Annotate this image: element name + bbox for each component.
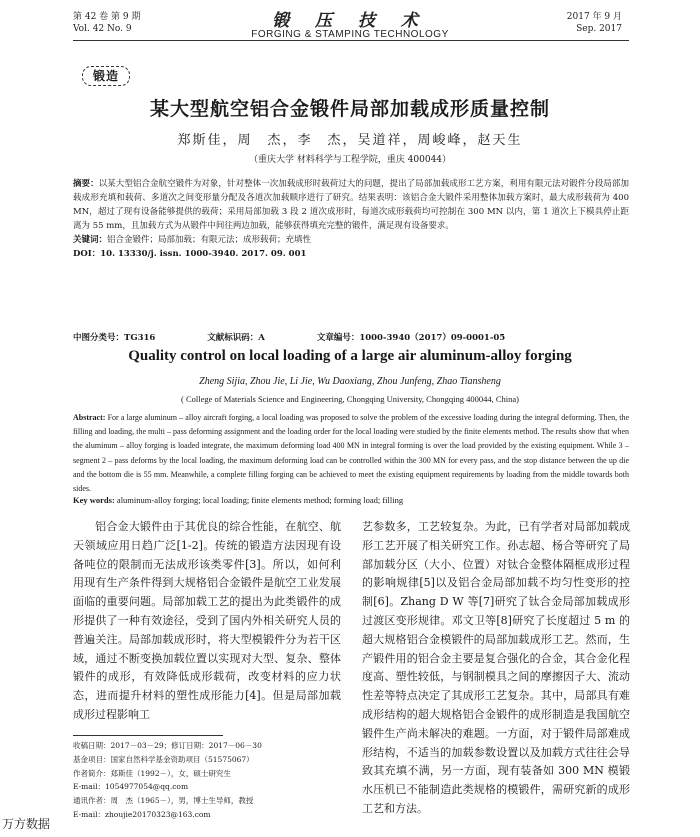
abstract-en-text: For a large aluminum – alloy aircraft forging, a local loading was proposed to solve the problem of the excessive loading during the integral deforming. Then, the filling and loading, the multi – pass deforming assignment and the loading order for the local loading were studied by the finite elements method. The results show that when the aluminum – alloy forging is loaded integrate, the maximum deforming load 400 MN in integral forming is over the load provided by the existing equipment. While 3 – segment 2 – pass deforms by the local loading, the maximum deforming load can be controlled within the 300 MN for every pass, and the stop distance between the up die and the bottom die is 55 mm. Meanwhile, a complete filling forging can be achieved to meet the existing equipment requirements by loading from the middle towards both sides. <box>73 413 629 494</box>
clc-number: 中图分类号：TG316 <box>73 333 156 343</box>
date-en: Sep. 2017 <box>576 24 622 34</box>
authors: 郑斯佳，周 杰，李 杰，吴道祥，周峻峰，赵天生 <box>177 133 523 148</box>
classification-row <box>73 331 505 343</box>
body-column-right: 艺参数多，工艺较复杂。为此，已有学者对局部加载成形工艺开展了相关研究工作。孙志超、杨合等研究了局部加载分区（大小、位置）对钛合金整体隔框成形过程的影响规律[5]以及铝合金局部加载不均匀性变形的控制[6]。Zhang D W 等[7]研究了钛合金局部加载成形过渡区变形规律。邓文卫等[8]研究了长度超过 5 m 的超大规格铝合金模锻件的局部加载成形工艺。然而，生产锻件用的铝合金主要是复合强化的合金，其合金化程度高、塑性较低，与钢制模具之间的摩擦因子大、流动性差等特点决定了其成形工艺复杂。其中，局部具有难成形结构的超大规格铝合金锻件的成形制造是我国航空锻件生产尚未解决的难题。一方面，对于锻件局部难成形结构，不适当的加载参数设置以及加载方式往往会导致其充填不满，另一方面，现有装备如 300 MN 模锻水压机已不能制造此类规格的模锻件，需研究新的成形工艺和方法。 <box>362 520 630 815</box>
keywords-en-text: aluminum-alloy forging; local loading; finite elements method; forming load; filling <box>116 495 404 505</box>
abstract-cn-text: 以某大型铝合金航空锻件为对象，针对整体一次加载成形时载荷过大的问题，提出了局部加载成形工艺方案，利用有限元法对锻件分段局部加载成形充填和载荷、多道次之间变形量分配及各道次加载顺序进行了研究。结果表明：该铝合金大锻件采用整体加载方案时，最大成形载荷为 400 MN，超过了现有设备能够提供的载荷；采用局部加载 3 段 2 道次成形时，每道次成形载荷均可控制在 300 MN 以内，第 1 道次上下模具停止距离为 55 mm，且加载方式为从锻件中间往两边加载，能够获得填充完整的锻件，满足现有设备要求。 <box>73 179 629 231</box>
journal-title-cn: 锻 压 技 术 <box>272 11 428 31</box>
article-number: 文章编号：1000-3940（2017）09-0001-05 <box>316 333 506 343</box>
watermark: 万方数据 <box>2 817 51 831</box>
volume-cn: 第 42 卷 第 9 期 <box>73 12 141 22</box>
issue-date <box>567 11 622 35</box>
received-date: 收稿日期：2017－03－29；修订日期：2017－06－30 <box>73 741 262 750</box>
doi: DOI：10. 13330/j. issn. 1000-3940. 2017. 09. 001 <box>73 249 307 259</box>
document-code: 文献标识码：A <box>207 333 265 343</box>
english-abstract <box>73 411 629 496</box>
english-keywords <box>73 495 629 505</box>
english-title: Quality control on local loading of a large air aluminum-alloy forging <box>128 348 572 364</box>
volume-en: Vol. 42 No. 9 <box>73 24 132 34</box>
keywords-en-label: Key words: <box>73 495 115 505</box>
fund-project: 基金项目：国家自然科学基金资助项目（51575067） <box>73 754 254 764</box>
footnotes <box>73 739 341 822</box>
corresponding-email: E-mail：zhoujie20170323@163.com <box>73 809 211 819</box>
header-rule <box>73 40 629 41</box>
english-affiliation: ( College of Materials Science and Engineering, Chongqing University, Chongqing 400044, China) <box>181 394 519 404</box>
paper-title: 某大型航空铝合金锻件局部加载成形质量控制 <box>149 98 550 120</box>
body-column-left <box>73 518 341 725</box>
chinese-abstract-block <box>73 177 629 261</box>
date-cn: 2017 年 9 月 <box>566 12 622 22</box>
journal-title-en: FORGING & STAMPING TECHNOLOGY <box>251 29 449 40</box>
author-email: E-mail：1054977054@qq.com <box>73 782 189 792</box>
corresponding-author: 通讯作者：周 杰（1965－），男，博士生导师，教授 <box>73 796 254 806</box>
footnote-rule <box>73 735 223 736</box>
keywords-cn <box>73 233 629 247</box>
body-left-text: 铝合金大锻件由于其优良的综合性能，在航空、航天领域应用日趋广泛[1-2]。传统的锻造方法因现有设备吨位的限制而无法成形该类零件[3]。所以，如何利用现有生产条件得到大规格铝合金锻件是航空工业发展面临的重要问题。局部加载工艺的提出为此类锻件的成形提供了一种有效途径，受到了国内外相关研究人员的普遍关注。局部加载成形时，将大型模锻件分为若干区域，通过不断变换加载位置以实现对大型、复杂、整体锻件的成形，有效降低成形载荷，改变材料的应力状态，进而提升材料的塑性成形能力[4]。但是局部加载成形过程影响工 <box>73 520 341 721</box>
abstract-en-label: Abstract: <box>73 413 106 422</box>
affiliation: （重庆大学 材料科学与工程学院，重庆 400044） <box>248 155 452 165</box>
keywords-cn-label: 关键词： <box>73 235 108 245</box>
section-badge: 锻造 <box>82 66 130 86</box>
keywords-cn-text: 铝合金锻件；局部加载；有限元法；成形载荷；充填性 <box>107 235 312 245</box>
author-intro: 作者简介：郑斯佳（1992－），女，硕士研究生 <box>73 768 231 778</box>
abstract-cn <box>73 177 629 233</box>
english-authors: Zheng Sijia, Zhou Jie, Li Jie, Wu Daoxiang, Zhou Junfeng, Zhao Tiansheng <box>199 376 501 387</box>
abstract-cn-label: 摘要： <box>73 179 99 189</box>
